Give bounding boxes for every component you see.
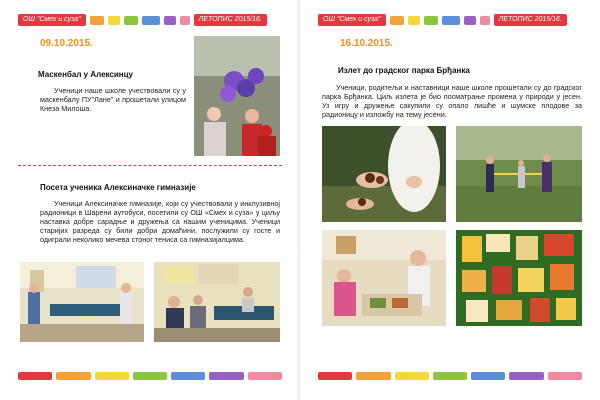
left-header bbox=[18, 14, 282, 26]
header-color-bar bbox=[124, 16, 138, 25]
right-date: 16.10.2015. bbox=[340, 38, 393, 49]
header-color-bar bbox=[424, 16, 438, 25]
header-color-bar bbox=[180, 16, 190, 25]
masquerade-photo bbox=[194, 36, 280, 156]
footer-color-bar bbox=[18, 372, 52, 380]
footer-color-bar bbox=[209, 372, 243, 380]
footer-color-bar bbox=[509, 372, 543, 380]
classroom-workshop-photo bbox=[322, 230, 446, 326]
footer-color-bar bbox=[56, 372, 90, 380]
article-title-visit: Посета ученика Алексиначке гимназије bbox=[40, 183, 196, 192]
header-color-bar bbox=[390, 16, 404, 25]
header-color-bar bbox=[408, 16, 420, 25]
article-title-park: Излет до градског парка Брђанка bbox=[338, 66, 470, 75]
footer-color-bar bbox=[433, 372, 467, 380]
footer-color-bar bbox=[95, 372, 129, 380]
school-name-badge: ОШ "Смех и суза" bbox=[18, 14, 86, 26]
table-tennis-photo-2 bbox=[154, 262, 280, 342]
footer-color-bar bbox=[395, 372, 429, 380]
article-text-park: Ученици, родитељи и наставници наше школе прошетали су до градског парка Брђанка. Циљ излета је био посматрање промена у природи у јесен. Уз игру и дружење сакупили су опало лишће и шумске плодове за радионицу и изложбу на тему јесени. bbox=[322, 83, 582, 119]
header-color-bar bbox=[108, 16, 120, 25]
left-footer bbox=[18, 372, 282, 380]
header-color-bar bbox=[464, 16, 476, 25]
article-title-masquerade: Маскенбал у Алексинцу bbox=[38, 70, 133, 79]
footer-color-bar bbox=[171, 372, 205, 380]
article-text-masquerade: Ученици наше школе учествовали су у маскенбалу ПУ"Лане" и прошетали улицом Кнеза Милоша. bbox=[40, 86, 186, 113]
footer-color-bar bbox=[248, 372, 282, 380]
header-color-bar bbox=[90, 16, 104, 25]
footer-color-bar bbox=[318, 372, 352, 380]
section-divider bbox=[18, 165, 282, 166]
right-page bbox=[300, 0, 600, 400]
right-footer bbox=[318, 372, 582, 380]
footer-color-bar bbox=[471, 372, 505, 380]
chronicle-badge: ЛЕТОПИС 2015/16. bbox=[194, 14, 267, 26]
header-color-bar bbox=[480, 16, 490, 25]
autumn-exhibition-photo bbox=[456, 230, 582, 326]
footer-color-bar bbox=[133, 372, 167, 380]
left-date: 09.10.2015. bbox=[40, 38, 93, 49]
table-tennis-photo-1 bbox=[20, 262, 144, 342]
school-name-badge: ОШ "Смех и суза" bbox=[318, 14, 386, 26]
chestnuts-photo bbox=[322, 126, 446, 222]
article-text-visit: Ученици Алексиначке гимназије, који су учествовали у инклузивној радионици в Шарени аутобуси, посетили су ОШ «Смех и суза» у циљу наставка добре сарадње и дружења са нашим ученицима. Ученици старијих разреда су били добри домаћини, послужили су госте и одиграли неколико мечева стоног тениса са гимназијалцима. bbox=[40, 199, 280, 244]
footer-color-bar bbox=[548, 372, 582, 380]
header-color-bar bbox=[164, 16, 176, 25]
header-color-bar bbox=[442, 16, 460, 25]
chronicle-badge: ЛЕТОПИС 2015/16. bbox=[494, 14, 567, 26]
right-header bbox=[318, 14, 582, 26]
header-color-bar bbox=[142, 16, 160, 25]
footer-color-bar bbox=[356, 372, 390, 380]
park-game-photo bbox=[456, 126, 582, 222]
